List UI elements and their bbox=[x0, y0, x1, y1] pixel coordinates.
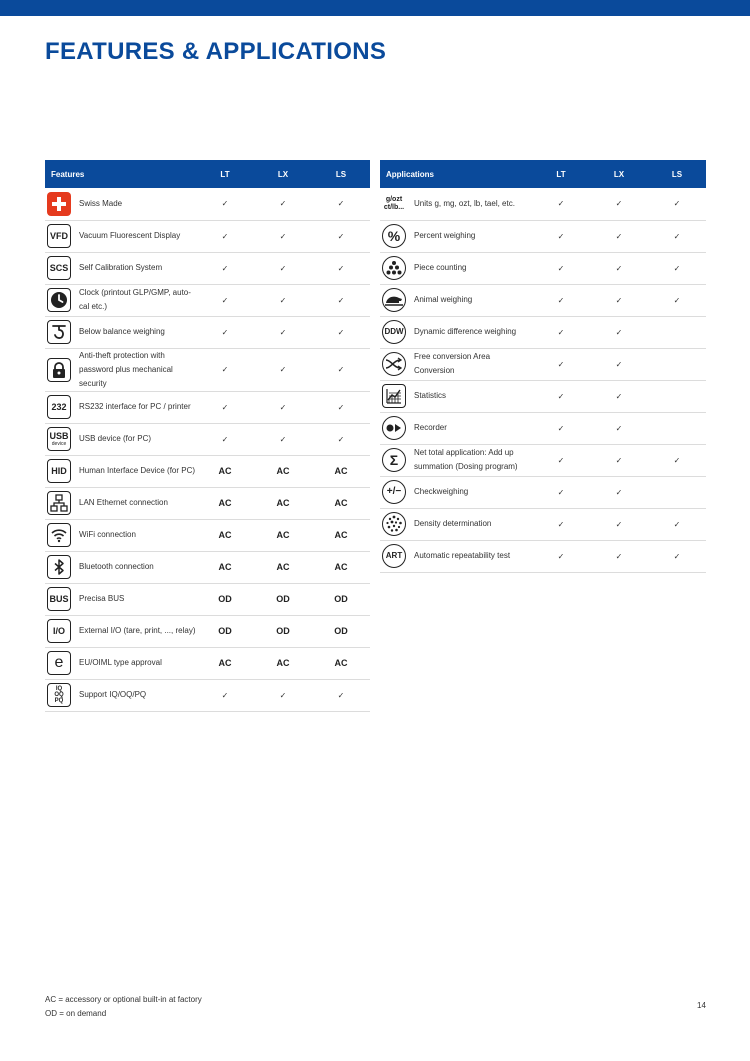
cell-lt: ✓ bbox=[221, 690, 229, 700]
cell-ls: ✓ bbox=[673, 455, 681, 465]
row-label: Clock (printout GLP/GMP, auto-cal etc.) bbox=[79, 288, 191, 311]
row-label: Units g, mg, ozt, lb, tael, etc. bbox=[414, 198, 515, 208]
cell-ls: ✓ bbox=[337, 365, 345, 374]
piece-counting-icon bbox=[382, 256, 406, 280]
cell-ls: ✓ bbox=[337, 434, 345, 444]
cell-lt: AC bbox=[218, 562, 232, 572]
cell-ls: OD bbox=[334, 594, 348, 604]
cell-ls: ✓ bbox=[673, 199, 681, 209]
footnote-od: OD = on demand bbox=[45, 1009, 107, 1018]
cell-lt: ✓ bbox=[557, 295, 565, 305]
cell-lx: ✓ bbox=[279, 263, 287, 273]
cell-lx: ✓ bbox=[279, 295, 287, 305]
row-label: Support IQ/OQ/PQ bbox=[79, 690, 147, 699]
cell-lx: ✓ bbox=[615, 359, 623, 369]
table-row bbox=[380, 220, 706, 252]
row-label: Anti-theft protection with password plus mechanical security bbox=[79, 350, 173, 388]
column-header-lx: LX bbox=[254, 160, 312, 188]
hid-icon: HID bbox=[47, 459, 71, 483]
row-label: LAN Ethernet connection bbox=[79, 498, 168, 507]
cell-lx: ✓ bbox=[615, 487, 623, 497]
cell-lx: AC bbox=[276, 562, 290, 572]
scs-icon: SCS bbox=[47, 256, 71, 280]
units-icon: g/ozt ct/lb... bbox=[383, 195, 405, 211]
cell-lt: ✓ bbox=[557, 231, 565, 241]
row-label: Vacuum Fluorescent Display bbox=[79, 231, 181, 240]
cell-lx: ✓ bbox=[615, 199, 623, 209]
cell-ls: ✓ bbox=[673, 231, 681, 241]
row-icon-cell bbox=[45, 423, 77, 455]
table-row bbox=[45, 647, 370, 679]
table-row bbox=[45, 615, 370, 647]
bus-icon: BUS bbox=[47, 587, 71, 611]
row-icon-cell bbox=[45, 487, 77, 519]
table-row bbox=[380, 284, 706, 316]
table-row bbox=[380, 188, 706, 220]
applications-header-label: Applications bbox=[380, 160, 532, 188]
row-icon-cell bbox=[45, 679, 77, 711]
cell-ls: AC bbox=[334, 466, 348, 476]
row-icon-cell bbox=[45, 519, 77, 551]
cell-lt: ✓ bbox=[221, 402, 229, 412]
rs232-icon: 232 bbox=[47, 395, 71, 419]
table-row bbox=[380, 540, 706, 572]
row-label: Net total application: Add up summation (Dosing program) bbox=[414, 448, 518, 471]
cell-lx: ✓ bbox=[279, 434, 287, 444]
conversion-icon bbox=[382, 352, 406, 376]
footnotes bbox=[45, 993, 202, 1021]
animal-icon bbox=[382, 288, 406, 312]
cell-lx: ✓ bbox=[615, 391, 623, 401]
cell-ls: ✓ bbox=[673, 295, 681, 305]
cell-ls: ✓ bbox=[673, 551, 681, 561]
checkweighing-icon: +/− bbox=[382, 480, 406, 504]
table-row bbox=[45, 423, 370, 455]
cell-ls bbox=[648, 316, 706, 348]
cell-lx: ✓ bbox=[615, 519, 623, 529]
row-label: Animal weighing bbox=[414, 295, 473, 304]
cell-ls: ✓ bbox=[337, 231, 345, 241]
cell-lt: ✓ bbox=[557, 359, 565, 369]
cell-lx: OD bbox=[276, 626, 290, 636]
features-table bbox=[45, 160, 370, 712]
cell-lx: ✓ bbox=[615, 295, 623, 305]
features-header-row bbox=[45, 160, 370, 188]
row-label: Bluetooth connection bbox=[79, 562, 154, 571]
cell-ls bbox=[648, 348, 706, 380]
column-header-ls: LS bbox=[312, 160, 370, 188]
row-icon-cell bbox=[45, 391, 77, 423]
column-header-lt: LT bbox=[196, 160, 254, 188]
lock-icon bbox=[47, 358, 71, 382]
table-row bbox=[380, 412, 706, 444]
row-icon-cell bbox=[45, 284, 77, 316]
row-icon-cell bbox=[380, 380, 412, 412]
cell-lx: ✓ bbox=[615, 263, 623, 273]
cell-lt: ✓ bbox=[557, 327, 565, 337]
table-row bbox=[45, 188, 370, 220]
row-label: Statistics bbox=[414, 391, 447, 400]
row-label: USB device (for PC) bbox=[79, 434, 152, 443]
cell-ls: ✓ bbox=[337, 199, 345, 209]
cell-lt: AC bbox=[218, 658, 232, 668]
cell-lx: OD bbox=[276, 594, 290, 604]
cell-lx: ✓ bbox=[279, 690, 287, 700]
table-row bbox=[45, 679, 370, 711]
table-row bbox=[45, 551, 370, 583]
row-label: Free conversion Area Conversion bbox=[414, 352, 491, 375]
applications-header-row bbox=[380, 160, 706, 188]
cell-lt: OD bbox=[218, 626, 232, 636]
cell-lt: ✓ bbox=[221, 365, 229, 374]
row-icon-cell bbox=[380, 476, 412, 508]
cell-ls: ✓ bbox=[673, 263, 681, 273]
row-icon-cell bbox=[45, 316, 77, 348]
ddw-icon: DDW bbox=[382, 320, 406, 344]
row-label: Precisa BUS bbox=[79, 594, 125, 603]
cell-lx: AC bbox=[276, 498, 290, 508]
cell-ls: ✓ bbox=[337, 263, 345, 273]
row-icon-cell bbox=[45, 583, 77, 615]
row-label: EU/OIML type approval bbox=[79, 658, 162, 667]
statistics-icon bbox=[382, 384, 406, 408]
applications-table bbox=[380, 160, 706, 573]
cell-ls: ✓ bbox=[673, 519, 681, 529]
cell-lt: ✓ bbox=[221, 231, 229, 241]
cell-lx: ✓ bbox=[615, 327, 623, 337]
art-icon: ART bbox=[382, 544, 406, 568]
cell-lx: ✓ bbox=[615, 423, 623, 433]
cell-ls: ✓ bbox=[337, 402, 345, 412]
row-icon-cell bbox=[45, 348, 77, 391]
row-icon-cell bbox=[45, 455, 77, 487]
cell-ls: ✓ bbox=[337, 690, 345, 700]
clock-icon bbox=[47, 288, 71, 312]
table-row bbox=[45, 348, 370, 391]
density-icon bbox=[382, 512, 406, 536]
table-row bbox=[380, 444, 706, 476]
table-row bbox=[45, 455, 370, 487]
table-row bbox=[45, 519, 370, 551]
table-row bbox=[380, 476, 706, 508]
table-row bbox=[45, 252, 370, 284]
cell-lt: ✓ bbox=[557, 423, 565, 433]
cell-ls: AC bbox=[334, 562, 348, 572]
row-label: Swiss Made bbox=[79, 198, 123, 208]
row-icon-cell bbox=[380, 188, 412, 220]
row-label: Below balance weighing bbox=[79, 327, 165, 336]
cell-lx: AC bbox=[276, 466, 290, 476]
cell-lt: ✓ bbox=[557, 455, 565, 465]
table-row bbox=[45, 316, 370, 348]
io-icon: I/O bbox=[47, 619, 71, 643]
row-icon-cell bbox=[45, 188, 77, 220]
column-header-lt: LT bbox=[532, 160, 590, 188]
cell-lt: ✓ bbox=[221, 199, 229, 209]
row-label: Piece counting bbox=[414, 263, 467, 272]
cell-lt: ✓ bbox=[557, 487, 565, 497]
usb-device-icon: USB device bbox=[47, 427, 71, 451]
row-label: External I/O (tare, print, ..., relay) bbox=[79, 626, 196, 635]
eu-oiml-icon: e bbox=[47, 651, 71, 675]
cell-ls: ✓ bbox=[337, 295, 345, 305]
row-label: Recorder bbox=[414, 423, 447, 432]
page-title: FEATURES & APPLICATIONS bbox=[45, 38, 387, 65]
row-icon-cell bbox=[380, 284, 412, 316]
row-label: Automatic repeatability test bbox=[414, 551, 511, 560]
row-label: Checkweighing bbox=[414, 487, 469, 496]
table-row bbox=[45, 220, 370, 252]
row-icon-cell bbox=[45, 647, 77, 679]
footnote-ac: AC = accessory or optional built-in at factory bbox=[45, 995, 202, 1004]
cell-lt: ✓ bbox=[557, 263, 565, 273]
cell-lx: AC bbox=[276, 530, 290, 540]
top-banner bbox=[0, 0, 750, 16]
cell-lx: ✓ bbox=[615, 455, 623, 465]
wifi-icon bbox=[47, 523, 71, 547]
row-icon-cell bbox=[45, 220, 77, 252]
cell-ls: AC bbox=[334, 658, 348, 668]
row-icon-cell bbox=[380, 508, 412, 540]
row-label: Dynamic difference weighing bbox=[414, 327, 517, 336]
table-row bbox=[380, 348, 706, 380]
table-row bbox=[380, 508, 706, 540]
row-label: Human Interface Device (for PC) bbox=[79, 466, 196, 475]
cell-lt: AC bbox=[218, 530, 232, 540]
cell-lt: ✓ bbox=[221, 295, 229, 305]
row-icon-cell bbox=[380, 348, 412, 380]
cell-lx: AC bbox=[276, 658, 290, 668]
cell-lt: ✓ bbox=[557, 391, 565, 401]
cell-lx: ✓ bbox=[279, 231, 287, 241]
row-icon-cell bbox=[380, 412, 412, 444]
sigma-icon: Σ bbox=[382, 448, 406, 472]
cell-lt: ✓ bbox=[221, 434, 229, 444]
table-row bbox=[45, 391, 370, 423]
row-label: Percent weighing bbox=[414, 231, 476, 240]
cell-lx: ✓ bbox=[279, 199, 287, 209]
cell-ls: AC bbox=[334, 530, 348, 540]
cell-ls bbox=[648, 380, 706, 412]
table-row bbox=[380, 380, 706, 412]
cell-lt: ✓ bbox=[221, 263, 229, 273]
percent-icon: % bbox=[382, 224, 406, 248]
swiss-cross-icon bbox=[47, 192, 71, 216]
bluetooth-icon bbox=[47, 555, 71, 579]
cell-ls: ✓ bbox=[337, 327, 345, 337]
cell-lx: ✓ bbox=[615, 551, 623, 561]
table-row bbox=[45, 583, 370, 615]
cell-ls bbox=[648, 476, 706, 508]
cell-lt: AC bbox=[218, 466, 232, 476]
column-header-lx: LX bbox=[590, 160, 648, 188]
recorder-icon bbox=[382, 416, 406, 440]
cell-lt: OD bbox=[218, 594, 232, 604]
cell-lx: ✓ bbox=[279, 327, 287, 337]
vfd-icon: VFD bbox=[47, 224, 71, 248]
features-header-label: Features bbox=[45, 160, 196, 188]
row-icon-cell bbox=[380, 316, 412, 348]
row-label: Self Calibration System bbox=[79, 263, 163, 272]
cell-ls: AC bbox=[334, 498, 348, 508]
cell-lt: ✓ bbox=[557, 551, 565, 561]
cell-ls bbox=[648, 412, 706, 444]
cell-lt: ✓ bbox=[557, 519, 565, 529]
cell-lx: ✓ bbox=[279, 365, 287, 374]
row-label: RS232 interface for PC / printer bbox=[79, 402, 191, 411]
cell-lx: ✓ bbox=[279, 402, 287, 412]
cell-lt: ✓ bbox=[557, 199, 565, 209]
row-icon-cell bbox=[380, 220, 412, 252]
cell-lt: ✓ bbox=[221, 327, 229, 337]
table-row bbox=[380, 252, 706, 284]
row-icon-cell bbox=[380, 540, 412, 572]
row-icon-cell bbox=[380, 444, 412, 476]
hook-icon bbox=[47, 320, 71, 344]
cell-lx: ✓ bbox=[615, 231, 623, 241]
row-label: WiFi connection bbox=[79, 530, 136, 539]
row-icon-cell bbox=[380, 252, 412, 284]
column-header-ls: LS bbox=[648, 160, 706, 188]
table-row bbox=[45, 284, 370, 316]
cell-ls: OD bbox=[334, 626, 348, 636]
page-number: 14 bbox=[697, 1001, 706, 1010]
row-icon-cell bbox=[45, 615, 77, 647]
iq-oq-pq-icon: IQ OQ PQ bbox=[47, 683, 71, 707]
table-row bbox=[380, 316, 706, 348]
table-row bbox=[45, 487, 370, 519]
row-label: Density determination bbox=[414, 519, 492, 528]
row-icon-cell bbox=[45, 551, 77, 583]
row-icon-cell bbox=[45, 252, 77, 284]
cell-lt: AC bbox=[218, 498, 232, 508]
lan-icon bbox=[47, 491, 71, 515]
